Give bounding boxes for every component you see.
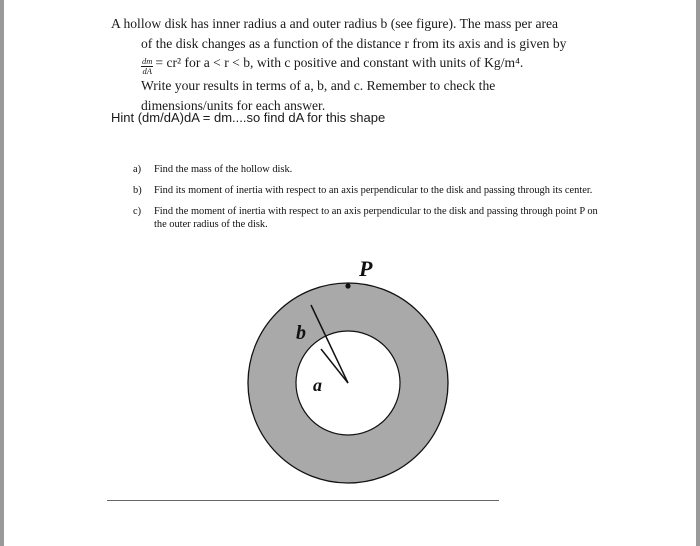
question-a xyxy=(133,163,603,176)
question-c xyxy=(133,205,603,231)
problem-line-4: Write your results in terms of a, b, and c. Remember to check the xyxy=(141,78,496,93)
hollow-disk-figure xyxy=(235,255,465,492)
question-text: Find the moment of inertia with respect to an axis perpendicular to the disk and passing through point P on the outer radius of the disk. xyxy=(154,206,598,230)
outer-radius-label: b xyxy=(296,322,306,344)
left-edge-bar xyxy=(0,0,4,546)
question-text: Find the mass of the hollow disk. xyxy=(154,164,293,175)
disk-diagram xyxy=(235,255,465,487)
problem-line-2: of the disk changes as a function of the distance r from its axis and is given by xyxy=(141,35,567,51)
question-list xyxy=(133,163,603,239)
problem-line-5: dimensions/units for each answer. xyxy=(141,97,326,113)
density-formula: = cr² for a < r < b, with c positive and constant with units of Kg/m⁴. xyxy=(155,55,524,70)
fraction-numerator: dm xyxy=(142,56,153,66)
inner-radius-label: a xyxy=(313,375,322,395)
answer-underline xyxy=(107,500,499,501)
question-text: Find its moment of inertia with respect to an axis perpendicular to the disk and passing through its center. xyxy=(154,185,593,196)
question-b xyxy=(133,184,603,197)
point-p-marker xyxy=(345,283,350,288)
dm-da-fraction xyxy=(141,57,153,76)
right-edge-bar xyxy=(696,0,700,546)
problem-line-3 xyxy=(111,53,591,76)
hint-text: Hint (dm/dA)dA = dm....so find dA for this shape xyxy=(111,110,386,125)
question-letter: b) xyxy=(133,185,142,196)
problem-statement xyxy=(111,14,591,115)
question-letter: a) xyxy=(133,164,142,175)
problem-line-1: A hollow disk has inner radius a and outer radius b (see figure). The mass per area xyxy=(111,16,559,31)
point-p-label: P xyxy=(359,256,373,281)
fraction-denominator: dA xyxy=(142,66,152,76)
question-letter: c) xyxy=(133,206,142,217)
